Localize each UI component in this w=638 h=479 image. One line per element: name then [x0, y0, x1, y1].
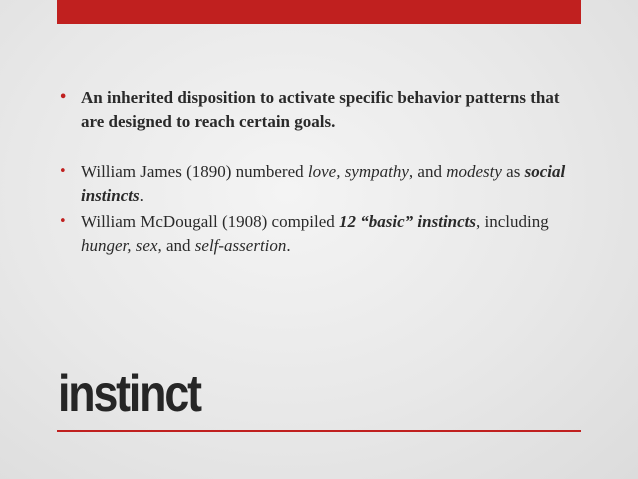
- bullet-dot-icon: •: [59, 90, 68, 105]
- bullet-dot-icon: •: [59, 214, 67, 229]
- bullet-text-part: William James (1890) numbered: [81, 162, 308, 181]
- title-underline-rule: [57, 430, 581, 432]
- bullet-text-italic: love, sympathy: [307, 162, 409, 181]
- bullet-text-part: , and: [157, 236, 195, 255]
- bullet-list: [57, 86, 567, 258]
- bullet-dot-icon: •: [59, 164, 67, 179]
- bullet-text-part: , including: [476, 212, 549, 231]
- bullet-text-part: , and: [408, 162, 447, 181]
- bullet-text: An inherited disposition to activate specific behavior patterns that are designed to reach certain goals.: [81, 88, 560, 131]
- bullet-text-bold-italic: social instincts: [81, 162, 566, 205]
- bullet-text-italic: modesty: [446, 162, 502, 181]
- bullet-item-definition: [57, 86, 567, 134]
- bullet-text-bold-italic: 12 “basic” instincts: [339, 212, 477, 231]
- bullet-item-james: [57, 160, 567, 208]
- bullet-item-mcdougall: [57, 210, 567, 258]
- bullet-text-part: .: [286, 236, 291, 255]
- top-accent-bar: [57, 0, 581, 24]
- bullet-text-part: as: [501, 162, 525, 181]
- bullet-text-part: William McDougall (1908) compiled: [81, 212, 340, 231]
- bullet-text-italic: hunger, sex: [81, 236, 158, 255]
- slide-title: instinct: [58, 365, 200, 423]
- bullet-text-italic: self-assertion: [194, 236, 287, 255]
- bullet-text-part: .: [139, 186, 144, 205]
